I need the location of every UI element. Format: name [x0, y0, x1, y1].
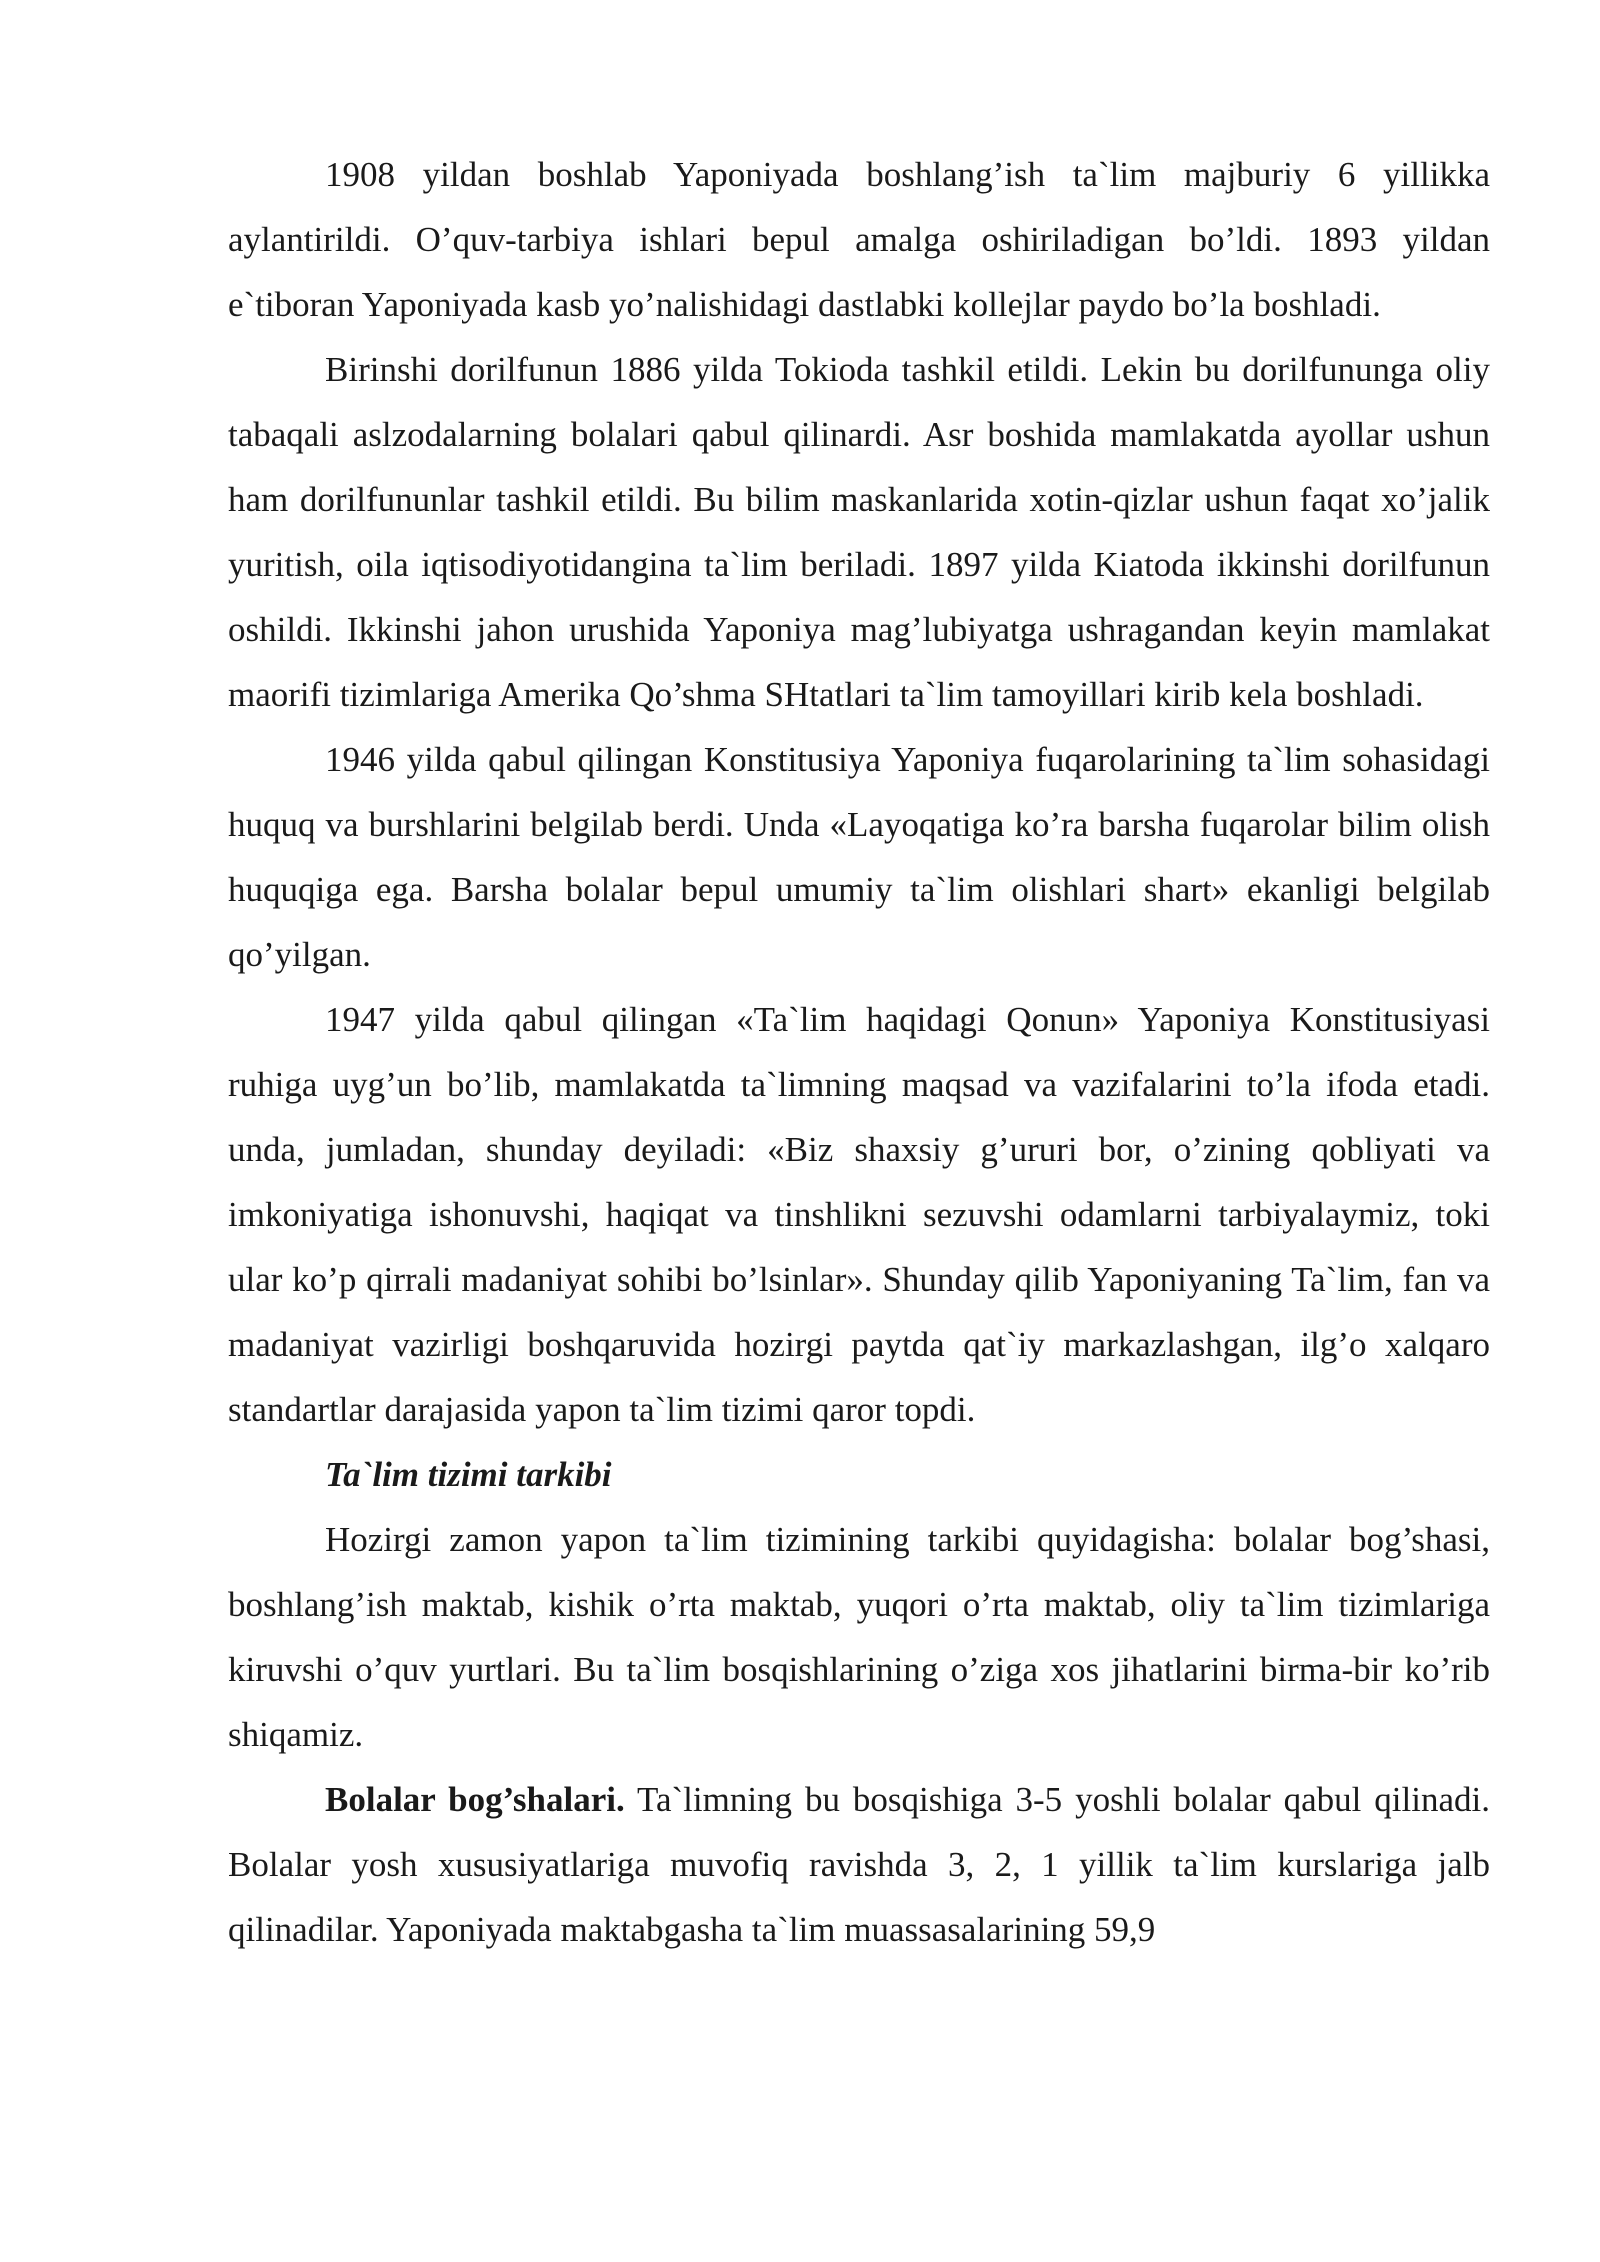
paragraph: Birinshi dorilfunun 1886 yilda Tokioda tashkil etildi. Lekin bu dorilfununga oliy tabaqali aslzodalarning bolalari qabul qilinardi. Asr boshida mamlakatda ayollar ushun ham dorilfununlar tashkil etildi. Bu bilim maskanlarida xotin-qizlar ushun faqat xo’jalik yuritish, oila iqtisodiyotidangina ta`lim beriladi. 1897 yilda Kiatoda ikkinshi dorilfunun oshildi. Ikkinshi jahon urushida Yaponiya mag’lubiyatga ushragandan keyin mamlakat maorifi tizimlariga Amerika Qo’shma SHtatlari ta`lim tamoyillari kirib kela boshladi. [228, 350, 1490, 714]
paragraph: 1908 yildan boshlab Yaponiyada boshlang’ish ta`lim majburiy 6 yillikka aylantirildi. O’quv-tarbiya ishlari bepul amalga oshiriladigan bo’ldi. 1893 yildan e`tiboran Yaponiyada kasb yo’nalishidagi dastlabki kollejlar paydo bo’la boshladi. [228, 155, 1490, 324]
paragraph: Hozirgi zamon yapon ta`lim tizimining tarkibi quyidagisha: bolalar bog’shasi, boshlang’ish maktab, kishik o’rta maktab, yuqori o’rta maktab, oliy ta`lim tizimlariga kiruvshi o’quv yurtlari. Bu ta`lim bosqishlarining o’ziga xos jihatlarini birma-bir ko’rib shiqamiz. [228, 1520, 1490, 1754]
paragraph: 1946 yilda qabul qilingan Konstitusiya Yaponiya fuqarolarining ta`lim sohasidagi huquq va burshlarini belgilab berdi. Unda «Layoqatiga ko’ra barsha fuqarolar bilim olish huquqiga ega. Barsha bolalar bepul umumiy ta`lim olishlari shart» ekanligi belgilab qo’yilgan. [228, 740, 1490, 974]
paragraph-text: Ta`limning bu bosqishiga 3-5 yoshli bolalar qabul qilinadi. Bolalar yosh xususiyatlariga muvofiq ravishda 3, 2, 1 yillik ta`lim kurslariga jalb qilinadilar. Yaponiyada maktabgasha ta`lim muassasalarining 59,9 [228, 1780, 1490, 1949]
section-heading: Ta`lim tizimi tarkibi [325, 1455, 612, 1494]
paragraph-lead: Bolalar bog’shalari. [325, 1780, 625, 1819]
document-page [228, 142, 1490, 1962]
paragraph: 1947 yilda qabul qilingan «Ta`lim haqidagi Qonun» Yaponiya Konstitusiyasi ruhiga uyg’un bo’lib, mamlakatda ta`limning maqsad va vazifalarini to’la ifoda etadi. unda, jumladan, shunday deyiladi: «Biz shaxsiy g’ururi bor, o’zining qobliyati va imkoniyatiga ishonuvshi, haqiqat va tinshlikni sezuvshi odamlarni tarbiyalaymiz, toki ular ko’p qirrali madaniyat sohibi bo’lsinlar». Shunday qilib Yaponiyaning Ta`lim, fan va madaniyat vazirligi boshqaruvida hozirgi paytda qat`iy markazlashgan, ilg’o xalqaro standartlar darajasida yapon ta`lim tizimi qaror topdi. [228, 1000, 1490, 1429]
paragraph [228, 1767, 1490, 1962]
